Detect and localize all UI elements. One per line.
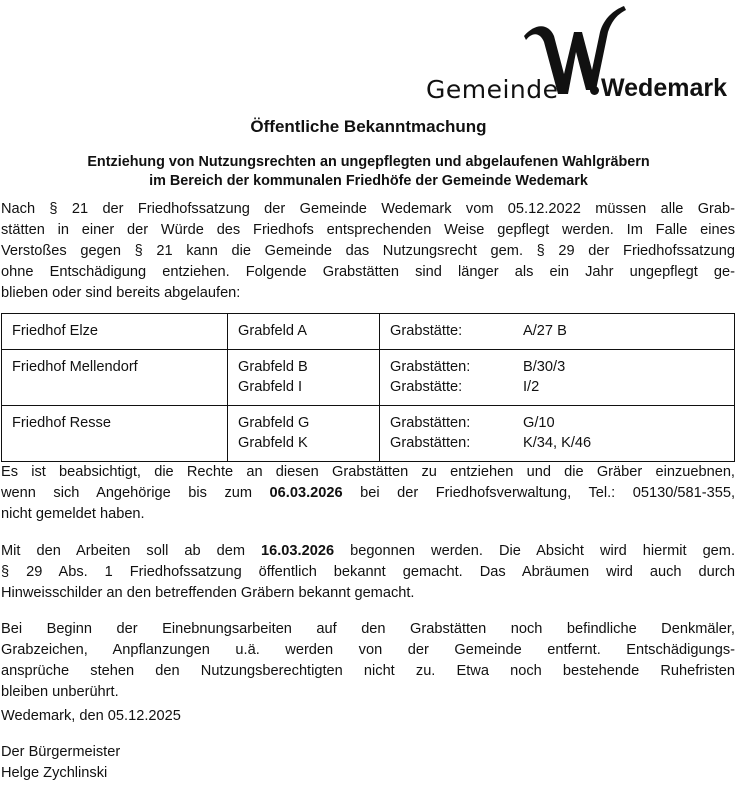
work-start-text: begonnen werden. Die Absicht wird hiermit gem. <box>334 543 736 559</box>
plot-value: K/34, K/46 <box>523 435 592 451</box>
plot-entry <box>390 433 724 453</box>
grave-field: Grabfeld A <box>238 323 307 339</box>
intro-line: stätten in einer der Würde des Friedhofs entsprechenden Weise gepflegt werden. Im Falle eines <box>1 222 735 238</box>
plots-cell <box>380 406 735 462</box>
removal-line: ansprüche stehen den Nutzungsberechtigten nicht zu. Etwa noch bestehende Ruhefristen <box>1 663 735 679</box>
cemetery-cell: Friedhof Resse <box>2 406 228 462</box>
signature-role: Der Bürgermeister <box>1 744 121 760</box>
work-start-line <box>1 541 735 562</box>
grave-field-cell <box>228 350 380 406</box>
plot-entry <box>390 377 724 397</box>
plot-value: B/30/3 <box>523 359 566 375</box>
plots-cell <box>380 350 735 406</box>
plots-cell <box>380 314 735 350</box>
grave-field: Grabfeld I <box>238 379 303 395</box>
subtitle-line: im Bereich der kommunalen Friedhöfe der Gemeinde Wedemark <box>149 173 588 189</box>
intro-paragraph <box>1 199 735 304</box>
municipality-logo <box>400 2 737 106</box>
deadline-text: bei der Friedhofsverwaltung, Tel.: 05130/581-355, <box>342 485 735 501</box>
grave-field: Grabfeld B <box>238 359 308 375</box>
plot-label: Grabstätte: <box>390 323 463 339</box>
intro-line: Nach § 21 der Friedhofssatzung der Gemeinde Wedemark vom 05.12.2022 müssen alle Grab- <box>1 201 735 217</box>
work-start-date: 16.03.2026 <box>261 543 335 559</box>
table-row <box>2 406 735 462</box>
signature-name: Helge Zychlinski <box>1 765 108 781</box>
grave-field: Grabfeld K <box>238 435 308 451</box>
notice-title: Öffentliche Bekanntmachung <box>250 117 487 136</box>
grave-field-cell <box>228 314 380 350</box>
intro-line: ohne Entschädigung entziehen. Folgende Grabstätten sind länger als ein Jahr ungepflegt ge- <box>1 264 735 280</box>
grave-field: Grabfeld G <box>238 415 310 431</box>
cemetery-cell: Friedhof Mellendorf <box>2 350 228 406</box>
removal-line: Grabzeichen, Anpflanzungen u.ä. werden von der Gemeinde entfernt. Entschädigungs- <box>1 642 735 658</box>
table-row <box>2 350 735 406</box>
plot-label: Grabstätte: <box>390 379 463 395</box>
plot-value: I/2 <box>523 379 540 395</box>
place-date: Wedemark, den 05.12.2025 <box>1 708 181 724</box>
grave-plots-table <box>1 313 735 462</box>
deadline-text: wenn sich Angehörige bis zum <box>1 485 270 501</box>
deadline-line: Es ist beabsichtigt, die Rechte an diesen Grabstätten zu entziehen und die Gräber einzuebnen, <box>1 464 735 480</box>
plot-label: Grabstätten: <box>390 435 471 451</box>
notice-subtitle <box>0 153 737 191</box>
logo-text-wedemark: Wedemark <box>601 74 727 102</box>
plot-entry <box>390 357 724 377</box>
work-start-line: § 29 Abs. 1 Friedhofssatzung öffentlich bekannt gemacht. Das Abräumen wird auch durch <box>1 564 735 580</box>
subtitle-line: Entziehung von Nutzungsrechten an ungepflegten und abgelaufenen Wahlgräbern <box>87 154 650 170</box>
work-start-text: Mit den Arbeiten soll ab dem <box>1 543 262 559</box>
plot-value: G/10 <box>523 415 555 431</box>
plot-label: Grabstätten: <box>390 359 471 375</box>
grave-field-cell <box>228 406 380 462</box>
plot-entry <box>390 321 724 341</box>
work-start-paragraph <box>1 541 735 604</box>
plot-value: A/27 B <box>523 323 567 339</box>
deadline-date: 06.03.2026 <box>269 485 343 501</box>
deadline-line <box>1 483 735 504</box>
removal-paragraph <box>1 619 735 703</box>
removal-line: Bei Beginn der Einebnungsarbeiten auf den Grabstätten noch befindliche Denkmäler, <box>1 621 735 637</box>
logo-text-gemeinde: Gemeinde <box>426 75 559 104</box>
cemetery-cell: Friedhof Elze <box>2 314 228 350</box>
intro-line: blieben oder sind bereits abgelaufen: <box>1 285 241 301</box>
work-start-line: Hinweisschilder an den betreffenden Gräbern bekannt gemacht. <box>1 585 415 601</box>
removal-line: bleiben unberührt. <box>1 684 119 700</box>
intro-line: Verstoßes gegen § 21 kann die Gemeinde das Nutzungsrecht gem. § 29 der Friedhofssatzung <box>1 243 735 259</box>
logo-dot-icon <box>590 86 599 95</box>
plot-entry <box>390 413 724 433</box>
signature-block <box>1 742 735 784</box>
deadline-paragraph <box>1 462 735 525</box>
table-row <box>2 314 735 350</box>
plot-label: Grabstätten: <box>390 415 471 431</box>
deadline-line: nicht gemeldet haben. <box>1 506 145 522</box>
